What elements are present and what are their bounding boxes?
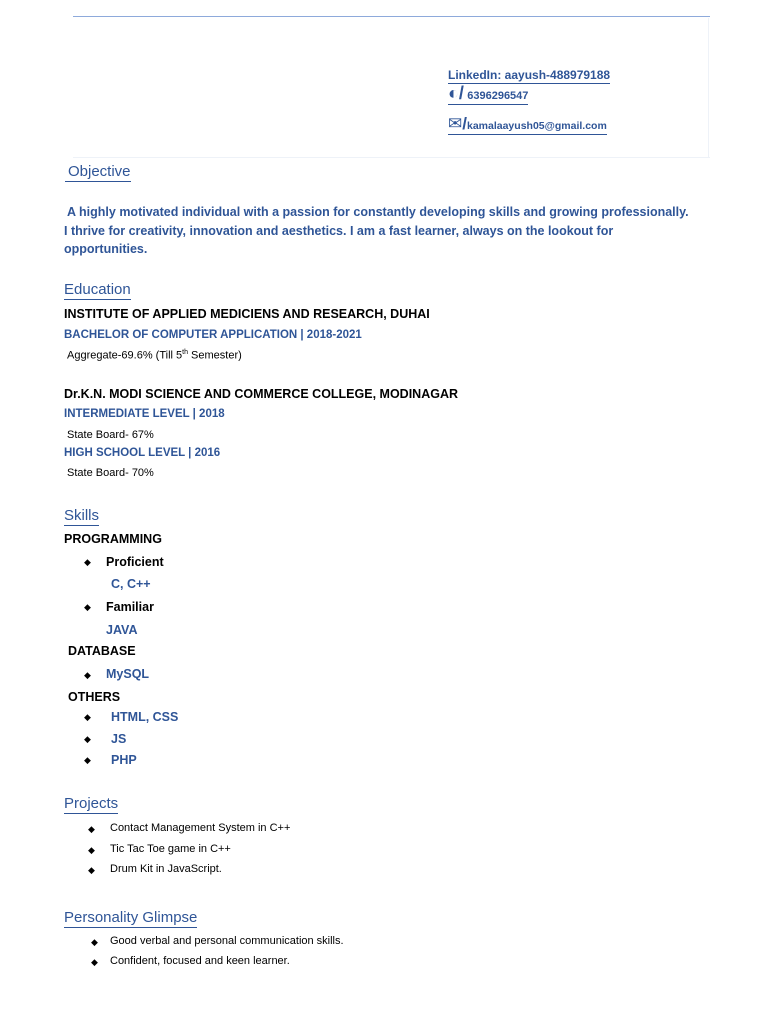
- database-item: MySQL: [106, 667, 150, 681]
- programming-label: PROGRAMMING: [64, 532, 162, 546]
- objective-heading: Objective: [65, 163, 131, 182]
- proficient-items: C, C++: [111, 577, 151, 591]
- education-heading: Education: [64, 281, 131, 298]
- score-2: State Board- 67%: [67, 429, 154, 441]
- email-address: kamalaayush05@gmail.com: [466, 120, 607, 132]
- header-top-rule: [73, 16, 710, 17]
- database-label: DATABASE: [68, 644, 136, 658]
- bullet-icon: ◆: [84, 755, 91, 765]
- personality-item: Good verbal and personal communication skills.: [110, 935, 344, 947]
- projects-heading: Projects: [64, 795, 119, 812]
- bullet-icon: ◆: [91, 937, 98, 947]
- aggregate-score: Aggregate-69.6% (Till 5th Semester): [67, 349, 242, 362]
- bullet-icon: ◆: [84, 557, 91, 567]
- linkedin-text: LinkedIn: aayush-488979188: [448, 68, 611, 82]
- personality-heading: Personality Glimpse: [64, 909, 198, 926]
- proficient-label: Proficient: [106, 555, 164, 569]
- bullet-icon: ◆: [84, 712, 91, 722]
- bullet-icon: ◆: [84, 602, 91, 612]
- phone-icon: ◐: [448, 83, 459, 103]
- degree-2: INTERMEDIATE LEVEL | 2018: [64, 408, 225, 420]
- personality-item: Confident, focused and keen learner.: [110, 955, 290, 967]
- familiar-items: JAVA: [106, 623, 138, 637]
- email-link[interactable]: [448, 116, 607, 135]
- others-item-php: PHP: [111, 753, 137, 767]
- project-item: Tic Tac Toe game in C++: [110, 843, 231, 855]
- project-item: Contact Management System in C++: [110, 822, 291, 834]
- institute-1: INSTITUTE OF APPLIED MEDICIENS AND RESEARCH, DUHAI: [64, 307, 430, 321]
- familiar-label: Familiar: [106, 600, 154, 614]
- phone-line: [448, 83, 529, 105]
- bullet-icon: ◆: [84, 670, 91, 680]
- email-separator: /: [462, 114, 467, 133]
- skills-heading: Skills: [64, 507, 100, 524]
- header-box-right-edge: [708, 18, 709, 158]
- score-3: State Board- 70%: [67, 467, 154, 479]
- phone-number: 6396296547: [467, 90, 529, 102]
- bullet-icon: ◆: [91, 957, 98, 967]
- bullet-icon: ◆: [84, 734, 91, 744]
- objective-text: A highly motivated individual with a passion for constantly developing skills and growing professionally. I thrive for creativity, innovation and aesthetics. I am a fast learner, always on the lookout for opportunities.: [64, 205, 689, 256]
- phone-separator: /: [458, 83, 464, 103]
- envelope-icon: ✉: [448, 114, 463, 133]
- bullet-icon: ◆: [88, 845, 95, 855]
- bullet-icon: ◆: [88, 865, 95, 875]
- bullet-icon: ◆: [88, 824, 95, 834]
- degree-1: BACHELOR OF COMPUTER APPLICATION | 2018-2021: [64, 329, 362, 341]
- others-item-html-css: HTML, CSS: [111, 710, 179, 724]
- project-item: Drum Kit in JavaScript.: [110, 863, 222, 875]
- header-box-bottom-edge: [73, 157, 710, 158]
- linkedin-link[interactable]: [448, 68, 610, 84]
- degree-3: HIGH SCHOOL LEVEL | 2016: [64, 447, 221, 459]
- institute-2: Dr.K.N. MODI SCIENCE AND COMMERCE COLLEGE, MODINAGAR: [64, 387, 458, 401]
- others-item-js: JS: [111, 732, 127, 746]
- others-label: OTHERS: [68, 690, 121, 704]
